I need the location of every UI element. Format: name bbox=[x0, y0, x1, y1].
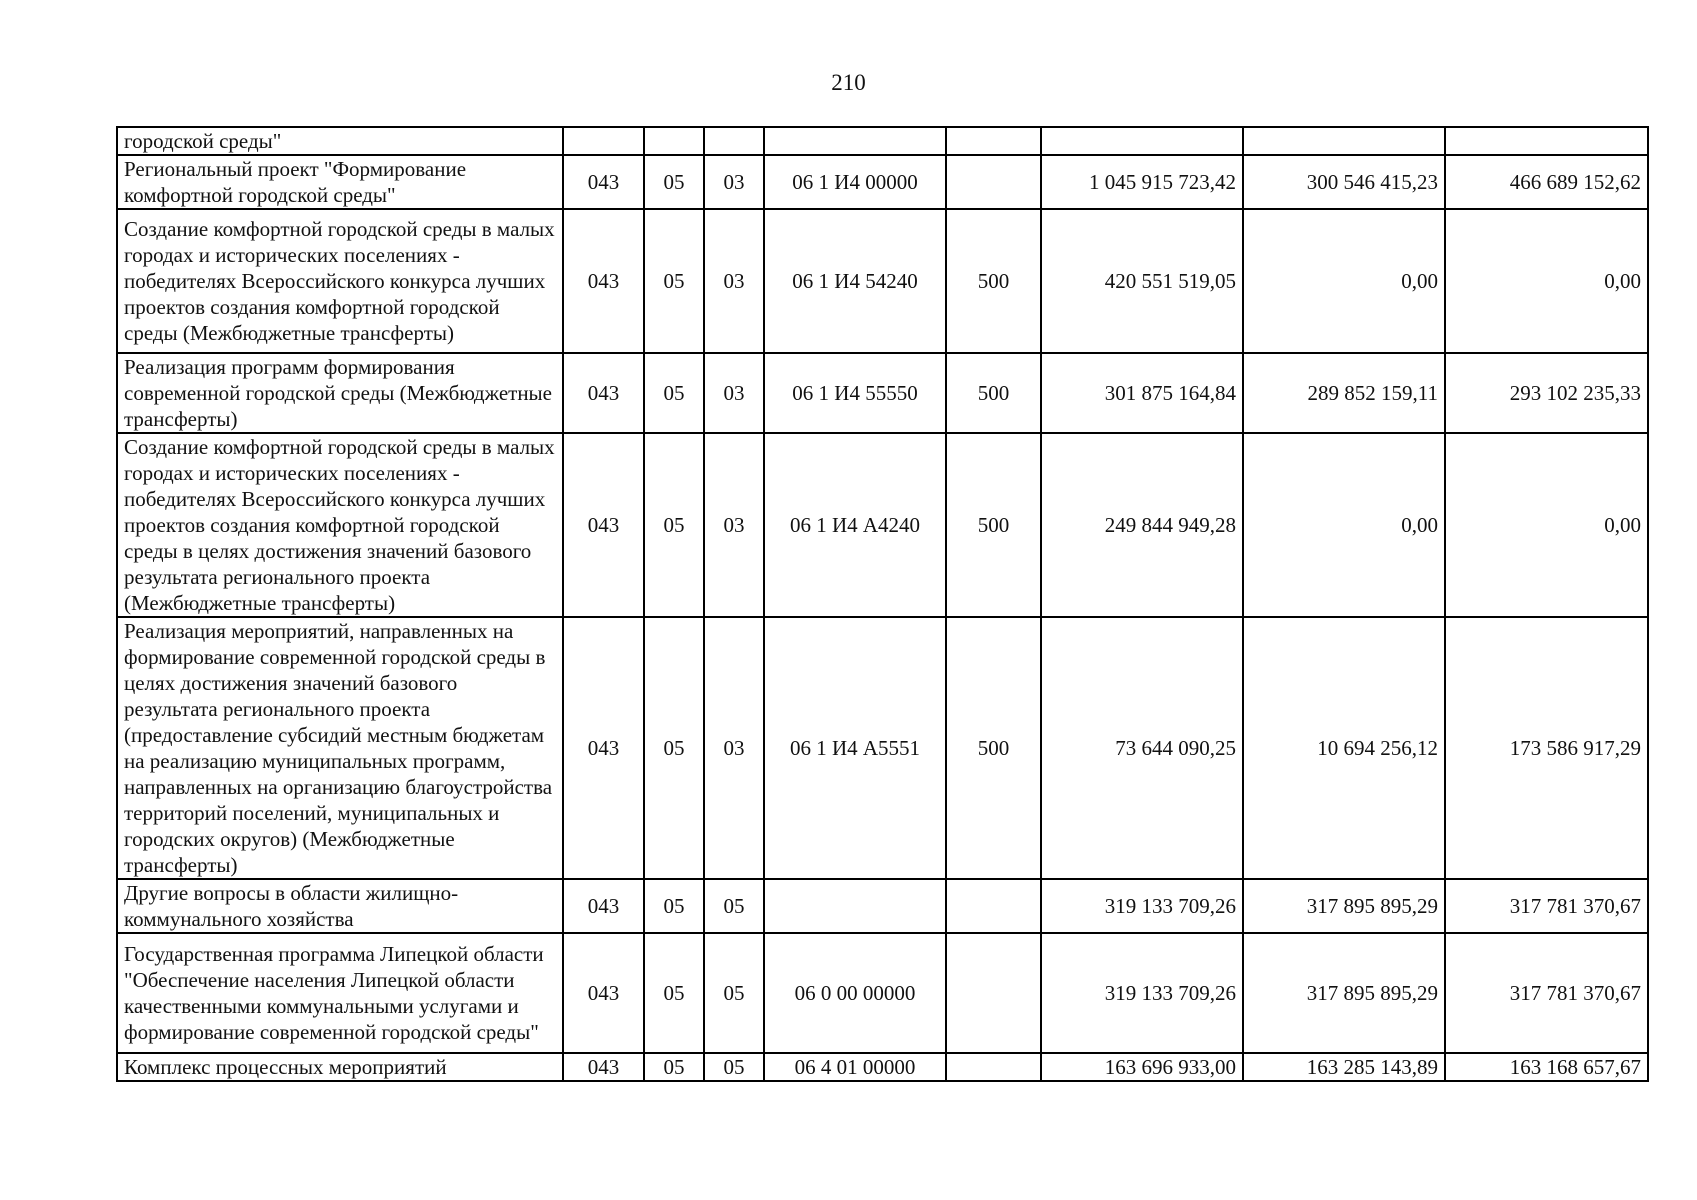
subsection-code-cell bbox=[704, 127, 764, 155]
subsection-code-cell: 03 bbox=[704, 155, 764, 209]
target-article-cell: 06 1 И4 00000 bbox=[764, 155, 946, 209]
expense-type-cell: 500 bbox=[946, 433, 1041, 617]
amount-year2-cell: 300 546 415,23 bbox=[1243, 155, 1445, 209]
section-code-cell: 05 bbox=[644, 879, 704, 933]
section-code-cell: 05 bbox=[644, 933, 704, 1053]
target-article-cell bbox=[764, 879, 946, 933]
expense-type-cell: 500 bbox=[946, 209, 1041, 353]
row-name-cell: Другие вопросы в области жилищно-коммунального хозяйства bbox=[117, 879, 563, 933]
expense-type-cell bbox=[946, 933, 1041, 1053]
subsection-code-cell: 03 bbox=[704, 433, 764, 617]
subsection-code-cell: 05 bbox=[704, 879, 764, 933]
row-name-cell: городской среды" bbox=[117, 127, 563, 155]
amount-year2-cell: 0,00 bbox=[1243, 433, 1445, 617]
row-name-cell: Создание комфортной городской среды в малых городах и исторических поселениях - победителях Всероссийского конкурса лучших проектов создания комфортной городской среды в целях достижения значений базового результата регионального проекта (Межбюджетные трансферты) bbox=[117, 433, 563, 617]
section-code-cell bbox=[644, 127, 704, 155]
expense-type-cell: 500 bbox=[946, 353, 1041, 433]
row-name-cell: Реализация программ формирования современной городской среды (Межбюджетные трансферты) bbox=[117, 353, 563, 433]
amount-year2-cell: 317 895 895,29 bbox=[1243, 879, 1445, 933]
row-name-cell: Региональный проект "Формирование комфортной городской среды" bbox=[117, 155, 563, 209]
budget-table bbox=[116, 126, 1649, 1082]
amount-year3-cell: 317 781 370,67 bbox=[1445, 879, 1648, 933]
amount-year2-cell bbox=[1243, 127, 1445, 155]
amount-year3-cell: 0,00 bbox=[1445, 209, 1648, 353]
amount-year3-cell: 173 586 917,29 bbox=[1445, 617, 1648, 879]
table-row bbox=[117, 617, 1648, 879]
amount-year1-cell: 249 844 949,28 bbox=[1041, 433, 1243, 617]
table-row bbox=[117, 209, 1648, 353]
amount-year1-cell: 420 551 519,05 bbox=[1041, 209, 1243, 353]
subsection-code-cell: 03 bbox=[704, 209, 764, 353]
admin-code-cell: 043 bbox=[563, 433, 644, 617]
amount-year2-cell: 317 895 895,29 bbox=[1243, 933, 1445, 1053]
row-name-cell: Реализация мероприятий, направленных на формирование современной городской среды в целях достижения значений базового результата регионального проекта (предоставление субсидий местным бюджетам на реализацию муниципальных программ, направленных на организацию благоустройства территорий поселений, муниципальных и городских округов) (Межбюджетные трансферты) bbox=[117, 617, 563, 879]
admin-code-cell: 043 bbox=[563, 155, 644, 209]
target-article-cell: 06 1 И4 А4240 bbox=[764, 433, 946, 617]
table-row bbox=[117, 155, 1648, 209]
amount-year1-cell: 301 875 164,84 bbox=[1041, 353, 1243, 433]
section-code-cell: 05 bbox=[644, 433, 704, 617]
expense-type-cell bbox=[946, 1053, 1041, 1081]
admin-code-cell: 043 bbox=[563, 353, 644, 433]
table-row bbox=[117, 353, 1648, 433]
amount-year3-cell: 317 781 370,67 bbox=[1445, 933, 1648, 1053]
row-name-cell: Государственная программа Липецкой области "Обеспечение населения Липецкой области качественными коммунальными услугами и формирование современной городской среды" bbox=[117, 933, 563, 1053]
expense-type-cell bbox=[946, 879, 1041, 933]
row-name-cell: Создание комфортной городской среды в малых городах и исторических поселениях - победителях Всероссийского конкурса лучших проектов создания комфортной городской среды (Межбюджетные трансферты) bbox=[117, 209, 563, 353]
admin-code-cell: 043 bbox=[563, 209, 644, 353]
amount-year1-cell: 163 696 933,00 bbox=[1041, 1053, 1243, 1081]
section-code-cell: 05 bbox=[644, 617, 704, 879]
amount-year1-cell: 1 045 915 723,42 bbox=[1041, 155, 1243, 209]
amount-year1-cell: 319 133 709,26 bbox=[1041, 879, 1243, 933]
subsection-code-cell: 03 bbox=[704, 353, 764, 433]
section-code-cell: 05 bbox=[644, 155, 704, 209]
expense-type-cell: 500 bbox=[946, 617, 1041, 879]
target-article-cell: 06 4 01 00000 bbox=[764, 1053, 946, 1081]
admin-code-cell: 043 bbox=[563, 879, 644, 933]
row-name-cell: Комплекс процессных мероприятий bbox=[117, 1053, 563, 1081]
table-row bbox=[117, 1053, 1648, 1081]
target-article-cell: 06 1 И4 55550 bbox=[764, 353, 946, 433]
amount-year1-cell bbox=[1041, 127, 1243, 155]
target-article-cell bbox=[764, 127, 946, 155]
expense-type-cell bbox=[946, 127, 1041, 155]
page-number: 210 bbox=[831, 70, 866, 95]
amount-year3-cell: 466 689 152,62 bbox=[1445, 155, 1648, 209]
amount-year2-cell: 0,00 bbox=[1243, 209, 1445, 353]
table-row bbox=[117, 433, 1648, 617]
admin-code-cell: 043 bbox=[563, 933, 644, 1053]
amount-year3-cell: 293 102 235,33 bbox=[1445, 353, 1648, 433]
target-article-cell: 06 0 00 00000 bbox=[764, 933, 946, 1053]
amount-year3-cell: 0,00 bbox=[1445, 433, 1648, 617]
amount-year2-cell: 10 694 256,12 bbox=[1243, 617, 1445, 879]
target-article-cell: 06 1 И4 54240 bbox=[764, 209, 946, 353]
subsection-code-cell: 05 bbox=[704, 933, 764, 1053]
admin-code-cell: 043 bbox=[563, 1053, 644, 1081]
amount-year1-cell: 319 133 709,26 bbox=[1041, 933, 1243, 1053]
section-code-cell: 05 bbox=[644, 1053, 704, 1081]
expense-type-cell bbox=[946, 155, 1041, 209]
amount-year1-cell: 73 644 090,25 bbox=[1041, 617, 1243, 879]
section-code-cell: 05 bbox=[644, 209, 704, 353]
admin-code-cell: 043 bbox=[563, 617, 644, 879]
subsection-code-cell: 05 bbox=[704, 1053, 764, 1081]
amount-year2-cell: 163 285 143,89 bbox=[1243, 1053, 1445, 1081]
table-body bbox=[117, 127, 1648, 1081]
amount-year2-cell: 289 852 159,11 bbox=[1243, 353, 1445, 433]
target-article-cell: 06 1 И4 А5551 bbox=[764, 617, 946, 879]
amount-year3-cell: 163 168 657,67 bbox=[1445, 1053, 1648, 1081]
table-row bbox=[117, 879, 1648, 933]
table-row bbox=[117, 127, 1648, 155]
admin-code-cell bbox=[563, 127, 644, 155]
section-code-cell: 05 bbox=[644, 353, 704, 433]
table-row bbox=[117, 933, 1648, 1053]
subsection-code-cell: 03 bbox=[704, 617, 764, 879]
amount-year3-cell bbox=[1445, 127, 1648, 155]
